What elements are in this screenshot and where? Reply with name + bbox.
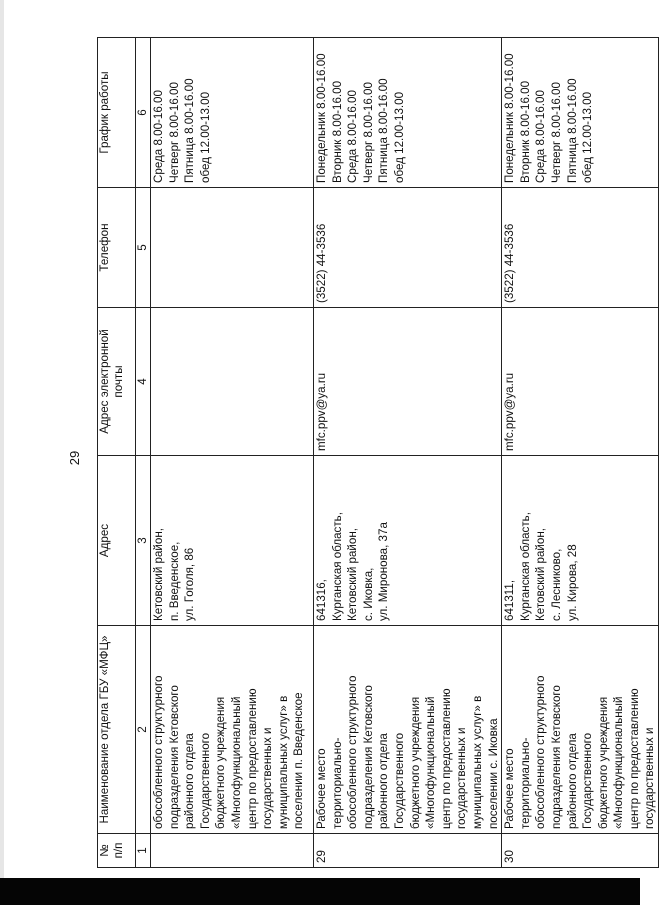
column-number: 4: [136, 308, 151, 456]
page-number: 29: [67, 450, 82, 466]
schedule-cell: Понедельник 8.00-16.00 Вторник 8.00-16.00 Среда 8.00-16.00 Четверг 8.00-16.00 Пятница 8.00-16.00 обед 12.00-13.00: [314, 38, 502, 188]
email-cell: [151, 308, 314, 456]
column-number: 5: [136, 188, 151, 308]
table-row: [502, 38, 659, 868]
column-number: 6: [136, 38, 151, 188]
header-num: № п/п: [98, 834, 136, 868]
header-email: Адрес электронной почты: [98, 308, 136, 456]
address-cell: 641311, Курганская область, Кетовский район, с. Лесниково, ул. Кирова, 28: [502, 456, 659, 626]
table-row: [314, 38, 502, 868]
phone-cell: (3522) 44-3536: [314, 188, 502, 308]
email-cell: mfc.ppv@ya.ru: [502, 308, 659, 456]
email-cell: mfc.ppv@ya.ru: [314, 308, 502, 456]
column-number: 3: [136, 456, 151, 626]
schedule-cell: Понедельник 8.00-16.00 Вторник 8.00-16.00 Среда 8.00-16.00 Четверг 8.00-16.00 Пятница 8.00-16.00 обед 12.00-13.00: [502, 38, 659, 188]
rotated-document: [67, 38, 657, 868]
office-name-cell: Рабочее место территориально- обособленного структурного подразделения Кетовского районного отдела Государственного бюджетного учреждения «Многофункциональный центр по предоставлению государственных и муниципальных услуг» в поселении с. Иковка: [314, 626, 502, 834]
column-number-row: [136, 38, 151, 868]
column-number: 2: [136, 626, 151, 834]
schedule-cell: Среда 8.00-16.00 Четверг 8.00-16.00 Пятница 8.00-16.00 обед 12.00-13.00: [151, 38, 314, 188]
phone-cell: (3522) 44-3536: [502, 188, 659, 308]
header-row: [98, 38, 136, 868]
scan-bottom-band: [0, 878, 640, 905]
header-address: Адрес: [98, 456, 136, 626]
column-number: 1: [136, 834, 151, 868]
office-name-cell: обособленного структурного подразделения Кетовского районного отдела Государственного бюджетного учреждения «Многофункциональный центр по предоставлению государственных и муниципальных услуг» в поселении п. Введенское: [151, 626, 314, 834]
address-cell: 641316, Курганская область, Кетовский район, с. Иковка, ул. Миронова, 37а: [314, 456, 502, 626]
phone-cell: [151, 188, 314, 308]
header-schedule: График работы: [98, 38, 136, 188]
address-cell: Кетовский район, п. Введенское, ул. Гоголя, 86: [151, 456, 314, 626]
header-phone: Телефон: [98, 188, 136, 308]
row-num-cell: 30: [502, 834, 659, 868]
scan-edge: [0, 0, 4, 878]
table-row: [151, 38, 314, 868]
header-name: Наименование отдела ГБУ «МФЦ»: [98, 626, 136, 834]
mfc-offices-table: [97, 37, 659, 868]
office-name-cell: Рабочее место территориально- обособленного структурного подразделения Кетовского районного отдела Государственного бюджетного учреждения «Многофункциональный центр по предоставлению государственных и: [502, 626, 659, 834]
row-num-cell: [151, 834, 314, 868]
row-num-cell: 29: [314, 834, 502, 868]
